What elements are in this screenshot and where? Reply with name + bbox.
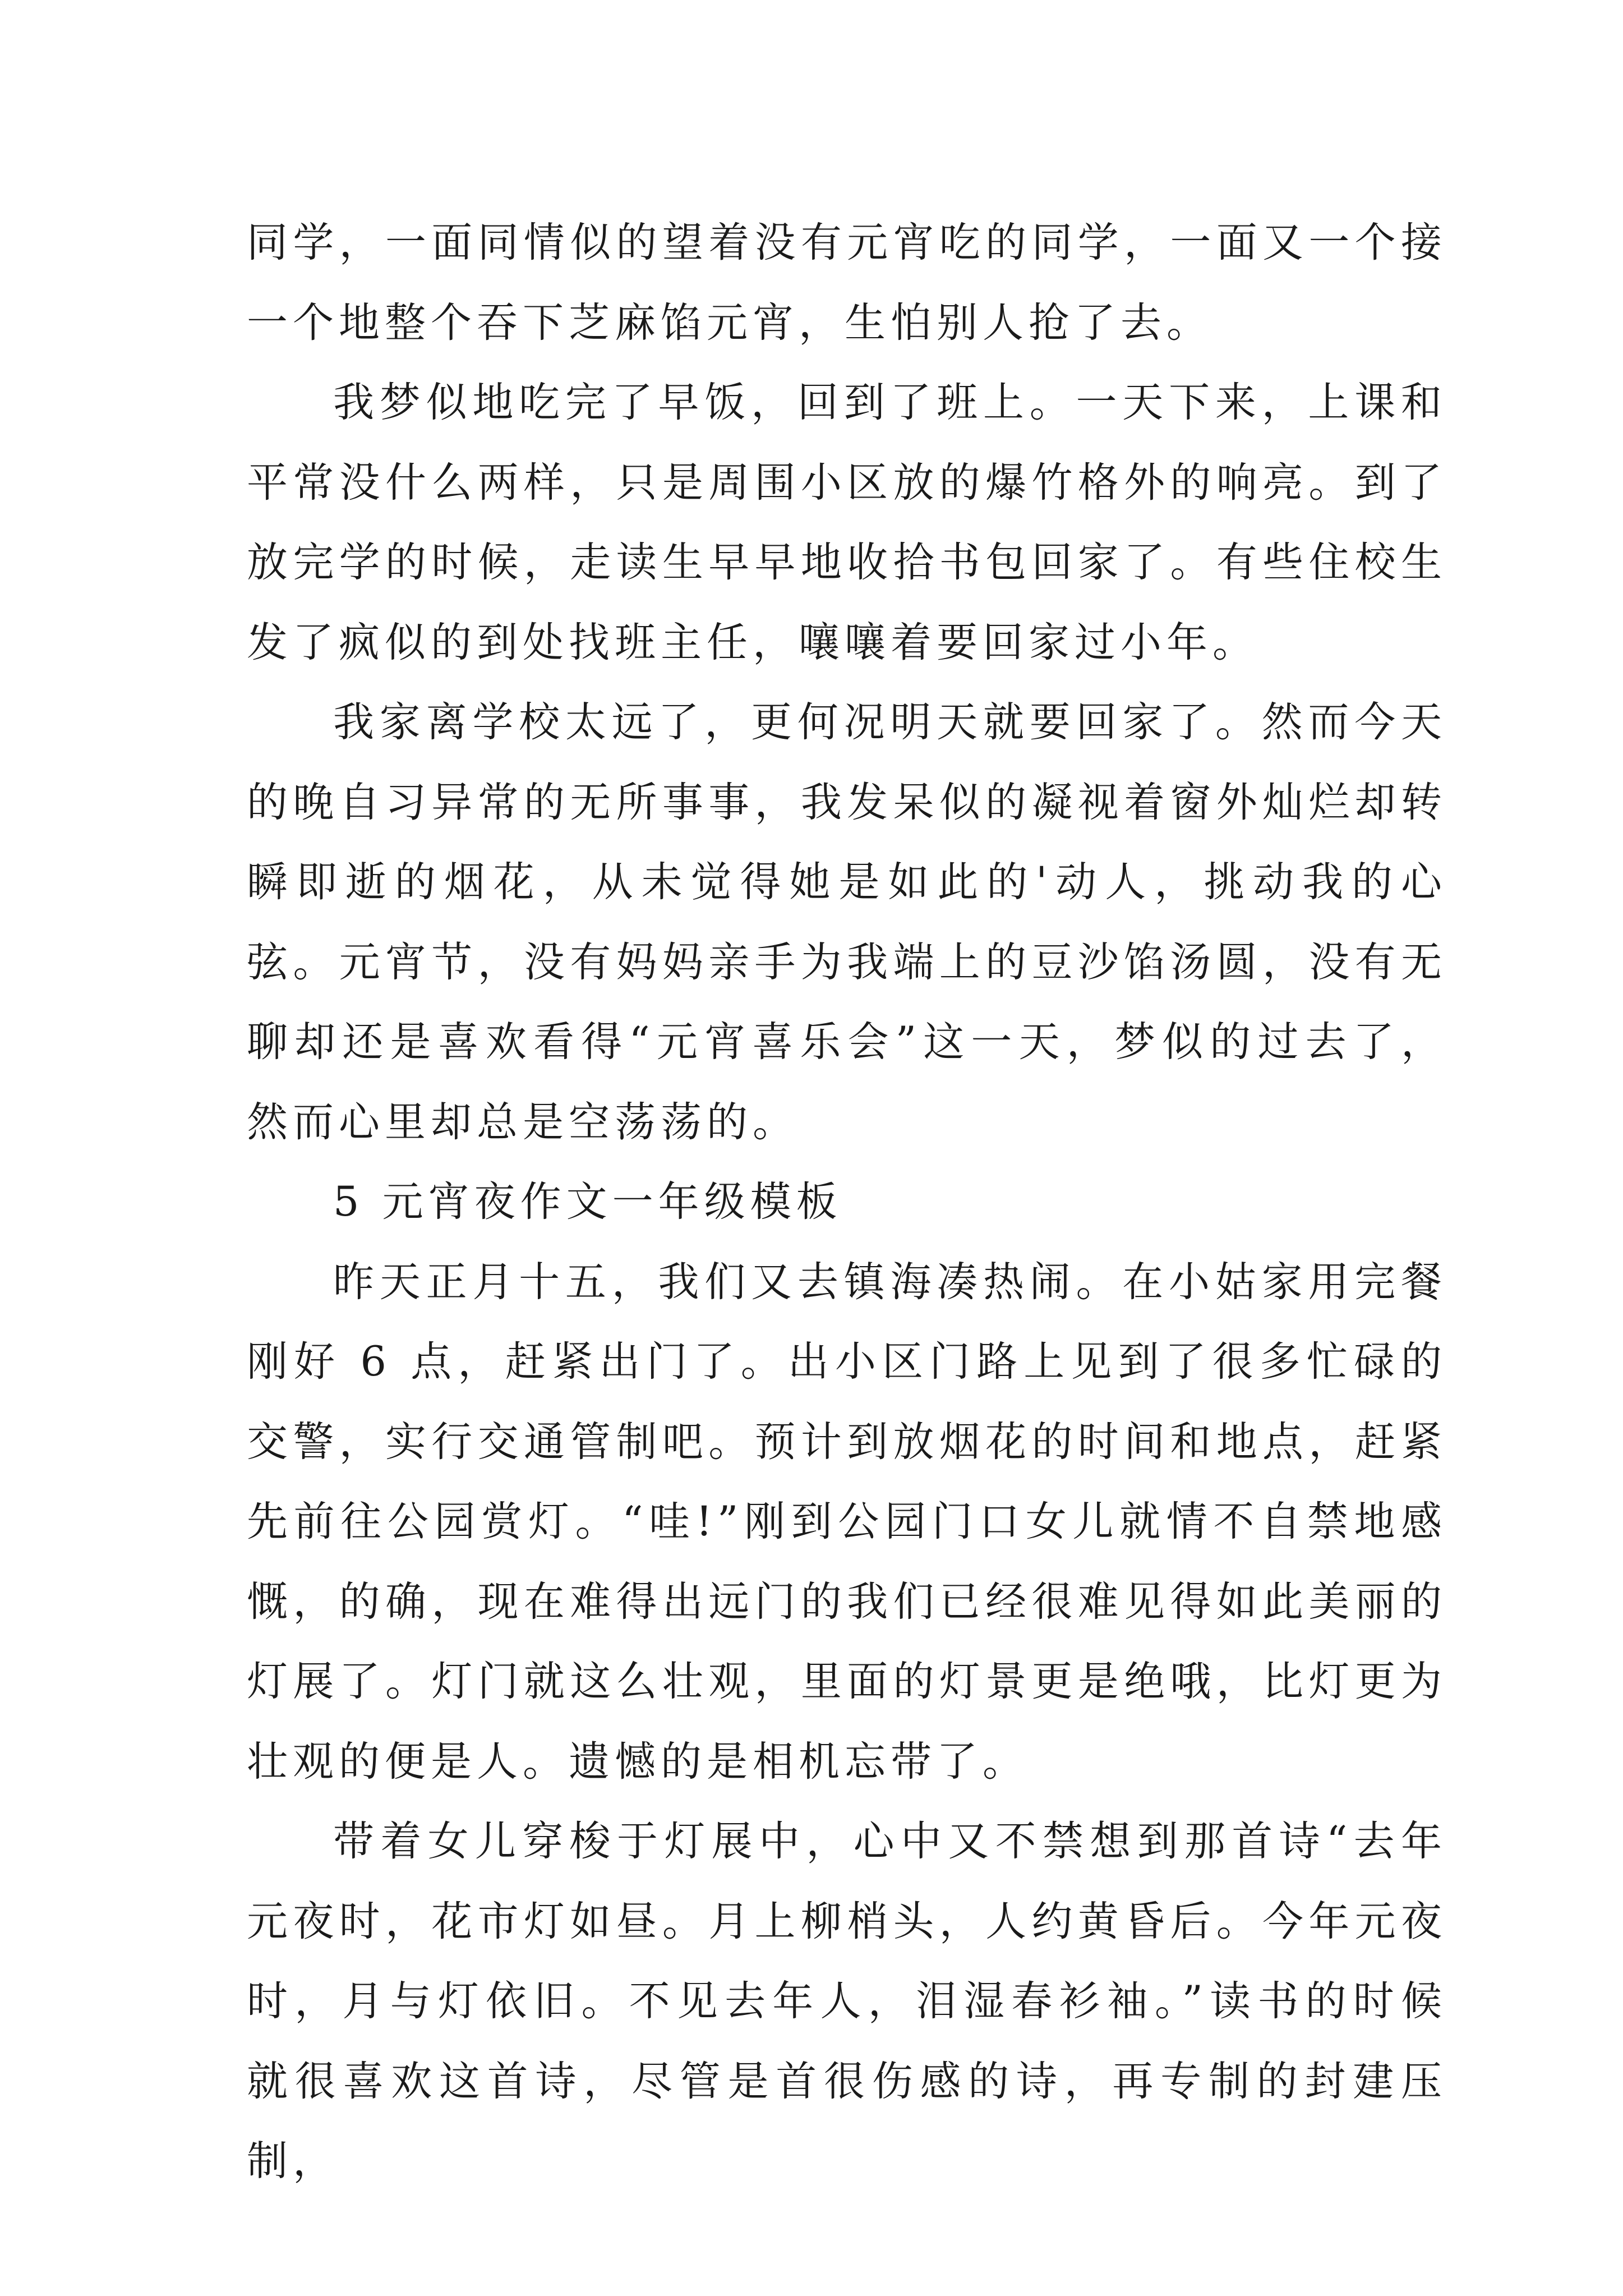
paragraph-6: 带着女儿穿梭于灯展中，心中又不禁想到那首诗“去年元夜时，花市灯如昼。月上柳梢头，人约黄昏后。今年元夜时，月与灯依旧。不见去年人，泪湿春衫袖。”读书的时候就很喜欢这首诗，尽管是首很伤感的诗，再专制的封建压制， [247, 1818, 1447, 2185]
paragraph-5: 昨天正月十五，我们又去镇海凑热闹。在小姑家用完餐刚好 6 点，赶紧出门了。出小区门路上见到了很多忙碌的交警，实行交通管制吧。预计到放烟花的时间和地点，赶紧先前往公园赏灯。“哇!”刚到公园门口女儿就情不自禁地感慨，的确，现在难得出远门的我们已经很难见得如此美丽的灯展了。灯门就这么壮观，里面的灯景更是绝哦，比灯更为壮观的便是人。遗憾的是相机忘带了。 [247, 1258, 1447, 1786]
body-text [247, 203, 1447, 2202]
paragraph-1: 同学，一面同情似的望着没有元宵吃的同学，一面又一个接一个地整个吞下芝麻馅元宵，生怕别人抢了去。 [247, 219, 1447, 347]
section-heading: 5 元宵夜作文一年级模板 [333, 1178, 842, 1226]
paragraph-3: 我家离学校太远了，更何况明天就要回家了。然而今天的晚自习异常的无所事事，我发呆似的凝视着窗外灿烂却转瞬即逝的烟花，从未觉得她是如此的'动人，挑动我的心弦。元宵节，没有妈妈亲手为我端上的豆沙馅汤圆，没有无聊却还是喜欢看得“元宵喜乐会”这一天，梦似的过去了，然而心里却总是空荡荡的。 [247, 698, 1447, 1146]
paragraph-2: 我梦似地吃完了早饭，回到了班上。一天下来，上课和平常没什么两样，只是周围小区放的爆竹格外的响亮。到了放完学的时候，走读生早早地收拾书包回家了。有些住校生发了疯似的到处找班主任，嚷嚷着要回家过小年。 [247, 379, 1447, 666]
